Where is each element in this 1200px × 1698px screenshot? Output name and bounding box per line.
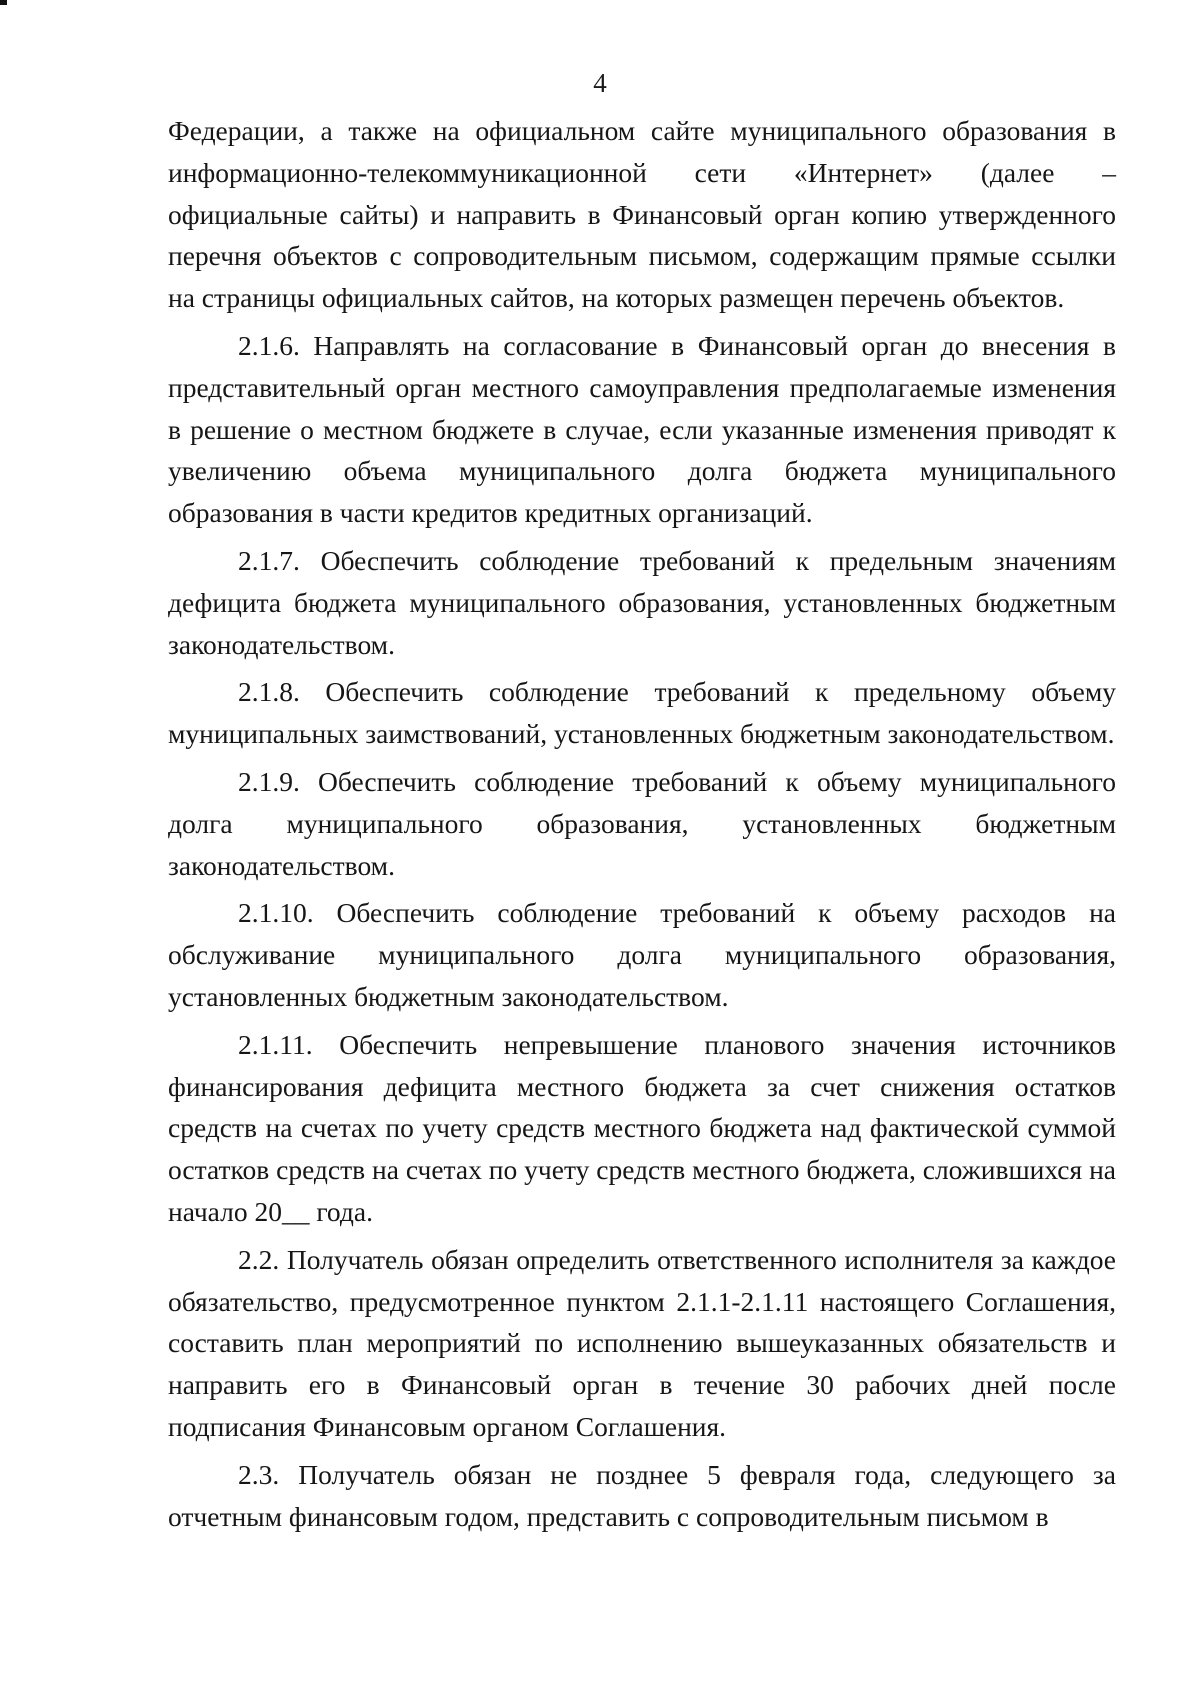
clause-2-1-10: 2.1.10. Обеспечить соблюдение требований к объему расходов на обслуживание муниципального долга муниципального образования, установленных бюджетным законодательством. <box>168 897 1116 1012</box>
clause-2-1-7: 2.1.7. Обеспечить соблюдение требований к предельным значениям дефицита бюджета муниципального образования, установленных бюджетным законодательством. <box>168 544 1116 660</box>
clause-2-3: 2.3. Получатель обязан не позднее 5 февраля года, следующего за отчетным финансовым годом, представить с сопроводительным письмом в <box>168 1458 1116 1532</box>
clause-2-1-11: 2.1.11. Обеспечить непревышение планового значения источников финансирования дефицита местного бюджета за счет снижения остатков средств на счетах по учету средств местного бюджета над фактической суммой остатков средств на счетах по учету средств местного бюджета, сложившихся на начало 20__ года. <box>168 1028 1116 1227</box>
clause-2-1-9: 2.1.9. Обеспечить соблюдение требований к объему муниципального долга муниципального образования, установленных бюджетным законодательством. <box>168 765 1116 881</box>
page-number: 4 <box>593 68 607 98</box>
document-body <box>168 110 1116 1537</box>
clause-2-1-8: 2.1.8. Обеспечить соблюдение требований к предельному объему муниципальных заимствований, установленных бюджетным законодательством. <box>168 676 1116 750</box>
clause-2-1-6: 2.1.6. Направлять на согласование в Финансовый орган до внесения в представительный орган местного самоуправления предполагаемые изменения в решение о местном бюджете в случае, если указанные изменения приводят к увеличению объема муниципального долга бюджета муниципального образования в части кредитов кредитных организаций. <box>168 329 1116 529</box>
paragraph-continuation: Федерации, а также на официальном сайте муниципального образования в информационно-телекоммуникационной сети «Интернет» (далее – официальные сайты) и направить в Финансовый орган копию утвержденного перечня объектов с сопроводительным письмом, содержащим прямые ссылки на страницы официальных сайтов, на которых размещен перечень объектов. <box>168 115 1116 314</box>
clause-2-2: 2.2. Получатель обязан определить ответственного исполнителя за каждое обязательство, предусмотренное пунктом 2.1.1-2.1.11 настоящего Соглашения, составить план мероприятий по исполнению вышеуказанных обязательств и направить его в Финансовый орган в течение 30 рабочих дней после подписания Финансовым органом Соглашения. <box>168 1243 1116 1442</box>
scan-artifact-mark <box>0 0 7 5</box>
